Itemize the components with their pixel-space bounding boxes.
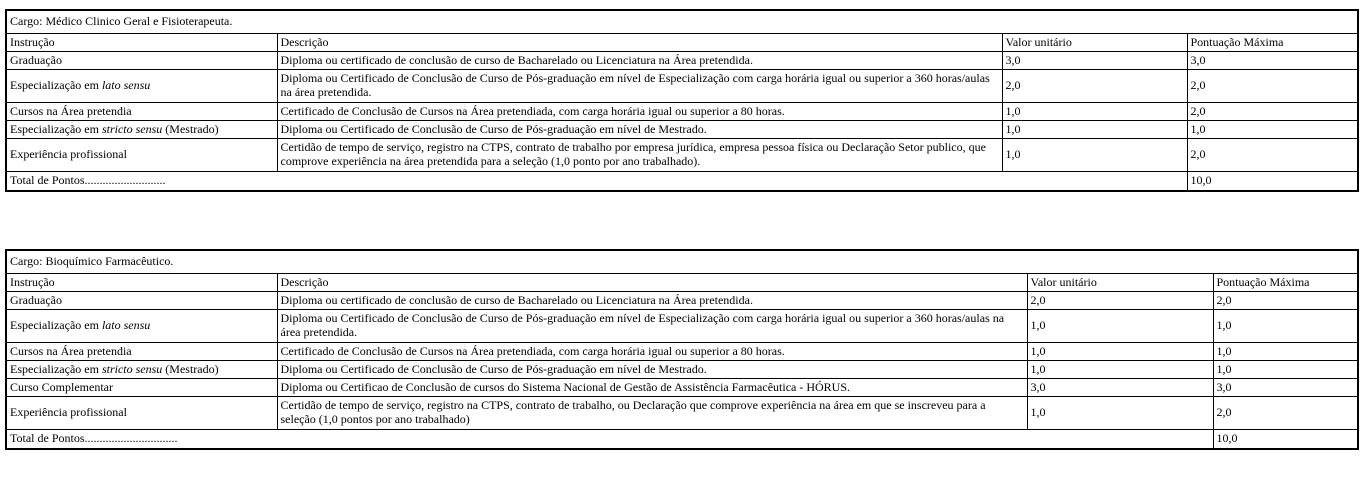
table-row [6,70,1358,103]
descricao-cell: Diploma ou Certificado de Conclusão de Curso de Pós-graduação em nível de Especialização com carga horária igual ou superior a 360 horas/aulas na área pretendida. [277,310,1027,343]
instrucao-cell: Graduação [6,52,277,70]
instrucao-text: Especialização em [10,121,102,136]
valor-cell: 1,0 [1002,103,1187,121]
valor-cell: 2,0 [1027,292,1213,310]
total-row [6,172,1358,192]
descricao-cell: Diploma ou Certificado de Conclusão de Curso de Pós-graduação em nível de Mestrado. [277,361,1027,379]
descricao-cell: Diploma ou certificado de conclusão de curso de Bacharelado ou Licenciatura na Área pretendida. [277,52,1002,70]
instrucao-text: Especialização em [10,78,102,93]
header-descricao: Descrição [277,274,1027,292]
valor-cell: 3,0 [1002,52,1187,70]
instrucao-cell: Curso Complementar [6,379,277,397]
valor-cell: 1,0 [1002,121,1187,139]
valor-cell: 1,0 [1027,343,1213,361]
instrucao-suffix: (Mestrado) [162,361,219,376]
header-valor-unitario: Valor unitário [1002,34,1187,52]
descricao-cell: Diploma ou certificado de conclusão de curso de Bacharelado ou Licenciatura na Área pretendida. [277,292,1027,310]
instrucao-cell [6,310,277,343]
valor-cell: 2,0 [1002,70,1187,103]
pontuacao-cell: 1,0 [1213,343,1358,361]
instrucao-cell: Experiência profissional [6,397,277,430]
descricao-cell: Certidão de tempo de serviço, registro na CTPS, contrato de trabalho por empresa jurídica, empresa pessoa física ou Declaração Setor publico, que comprove experiência na área pretendida para a seleção (1,0 ponto por ano trabalhado). [277,139,1002,172]
table-title: Cargo: Bioquímico Farmacêutico. [6,250,1358,274]
header-instrucao: Instrução [6,274,277,292]
instrucao-text: Especialização em [10,318,102,333]
instrucao-suffix: (Mestrado) [162,121,219,136]
table-row [6,292,1358,310]
descricao-cell: Diploma ou Certificao de Conclusão de cursos do Sistema Nacional de Gestão de Assistência Farmacêutica - HÓRUS. [277,379,1027,397]
header-valor-unitario: Valor unitário [1027,274,1213,292]
pontuacao-cell: 1,0 [1187,121,1358,139]
descricao-cell: Certificado de Conclusão de Cursos na Área pretendiada, com carga horária igual ou superior a 80 horas. [277,343,1027,361]
pontuacao-cell: 1,0 [1213,361,1358,379]
table-row [6,52,1358,70]
table-row [6,343,1358,361]
instrucao-italic: stricto sensu [101,361,163,376]
header-pontuacao-maxima: Pontuação Máxima [1187,34,1358,52]
descricao-cell: Diploma ou Certificado de Conclusão de Curso de Pós-graduação em nível de Mestrado. [277,121,1002,139]
descricao-cell: Certidão de tempo de serviço, registro na CTPS, contrato de trabalho, ou Declaração que comprove experiência na área em que se inscreveu para a seleção (1,0 pontos por ano trabalhado) [277,397,1027,430]
table-row [6,310,1358,343]
pontuacao-cell: 3,0 [1213,379,1358,397]
total-value: 10,0 [1187,172,1358,192]
valor-cell: 1,0 [1002,139,1187,172]
valor-cell: 1,0 [1027,361,1213,379]
instrucao-cell: Experiência profissional [6,139,277,172]
instrucao-cell [6,121,277,139]
instrucao-italic: stricto sensu [101,121,163,136]
pontuacao-cell: 1,0 [1213,310,1358,343]
pontuacao-cell: 2,0 [1187,70,1358,103]
total-label: Total de Pontos............................... [6,430,1213,450]
total-label: Total de Pontos........................... [6,172,1187,192]
instrucao-cell [6,361,277,379]
valor-cell: 1,0 [1027,310,1213,343]
pontuacao-cell: 2,0 [1187,103,1358,121]
header-instrucao: Instrução [6,34,277,52]
table-row [6,397,1358,430]
descricao-cell: Certificado de Conclusão de Cursos na Área pretendiada, com carga horária igual ou superior a 80 horas. [277,103,1002,121]
instrucao-cell: Cursos na Área pretendia [6,343,277,361]
valor-cell: 1,0 [1027,397,1213,430]
total-row [6,430,1358,450]
table-row [6,103,1358,121]
pontuacao-cell: 3,0 [1187,52,1358,70]
table-row [6,379,1358,397]
pontuacao-cell: 2,0 [1213,292,1358,310]
header-descricao: Descrição [277,34,1002,52]
pontuacao-cell: 2,0 [1213,397,1358,430]
instrucao-italic: lato sensu [101,318,151,333]
valor-cell: 3,0 [1027,379,1213,397]
table-title: Cargo: Médico Clinico Geral e Fisioterapeuta. [6,10,1358,34]
instrucao-text: Especialização em [10,361,102,376]
header-pontuacao-maxima: Pontuação Máxima [1213,274,1358,292]
instrucao-cell: Graduação [6,292,277,310]
instrucao-cell [6,70,277,103]
score-table-medico [5,9,1359,192]
table-row [6,121,1358,139]
table-row [6,361,1358,379]
pontuacao-cell: 2,0 [1187,139,1358,172]
descricao-cell: Diploma ou Certificado de Conclusão de Curso de Pós-graduação em nível de Especialização com carga horária igual ou superior a 360 horas/aulas na área pretendida. [277,70,1002,103]
total-value: 10,0 [1213,430,1358,450]
instrucao-italic: lato sensu [101,78,151,93]
table-row [6,139,1358,172]
instrucao-cell: Cursos na Área pretendia [6,103,277,121]
score-table-bioquimico [5,249,1359,450]
